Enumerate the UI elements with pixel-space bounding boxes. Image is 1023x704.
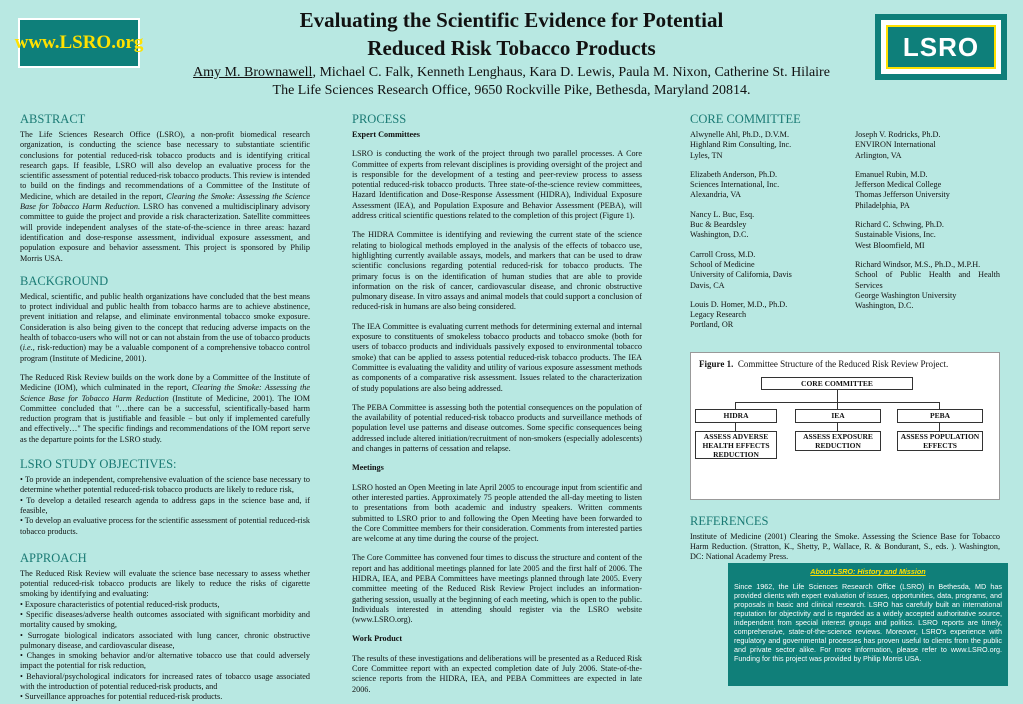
reference-entry: Institute of Medicine (2001) Clearing the Smoke. Assessing the Science Base for Tobacco Harm Reduction. (Stratton, K., Shetty, P., Wallace, R. & Bondurant, S., eds. ). Washington, DC: National Academy Press. — [690, 531, 1000, 562]
committee-member: Louis D. Homer, M.D., Ph.D. Legacy Research Portland, OR — [690, 299, 788, 330]
list-item: • Exposure characteristics of potential reduced-risk products, — [20, 599, 220, 609]
approach-intro: The Reduced Risk Review will evaluate the science base necessary to assess whether potential reduced-risk tobacco products are likely to reduce the risks of cigarette smoking by identifying and evaluating: — [20, 568, 310, 599]
other-authors: , Michael C. Falk, Kenneth Lenghaus, Kara D. Lewis, Paula M. Nixon, Catherine St. Hilaire — [312, 65, 830, 80]
assess-health-effects-box: ASSESS ADVERSE HEALTH EFFECTS REDUCTION — [695, 431, 777, 459]
list-item: • To develop an evaluative process for the scientific assessment of potential reduced-risk tobacco products. — [20, 516, 310, 536]
poster-header — [150, 6, 873, 100]
poster-title-line2: Reduced Risk Tobacco Products — [367, 36, 656, 60]
list-item: • Specific diseases/adverse health outcomes associated with significant morbidity and mortality caused by smoking, — [20, 609, 310, 630]
committee-structure-figure — [690, 352, 1000, 500]
process-paragraph-7: The results of these investigations and deliberations will be presented as a Reduced Risk Core Committee report with an expected completion date of July 2006. State-of-the-science reports from the HIDRA, IEA, and PEBA Committees are expected in late 2006. — [352, 653, 642, 694]
affiliation: The Life Sciences Research Office, 9650 Rockville Pike, Bethesda, Maryland 20814. — [272, 83, 751, 98]
approach-list — [20, 600, 310, 703]
process-paragraph-2: The HIDRA Committee is identifying and reviewing the current state of the science relating to biological methods employed in the analysis of the effects of tobacco use, highlighting currently available assays, models, and markers that can be used to draw scientific conclusions regarding potential reduced-risk for tobacco products. The primary focus is on the identification of human studies that are able to provide information on the risk of cancer, cardiovascular disease, and chronic obstructive pulmonary disease. In vitro assays and animal models that could support a conclusion of reduced-risk in humans are also being considered. — [352, 230, 642, 312]
committee-member: Richard C. Schwing, Ph.D. Sustainable Visions, Inc. West Bloomfield, MI — [855, 220, 944, 250]
expert-committees-subheading: Expert Committees — [352, 130, 420, 139]
list-item: • Changes in smoking behavior and/or alternative tobacco use that could adversely impact the potential for risk reduction, — [20, 651, 310, 671]
connector-line — [735, 402, 736, 409]
process-heading: PROCESS — [352, 112, 407, 126]
process-paragraph-4: The PEBA Committee is assessing both the potential consequences on the population of the availability of potential reduced-risk tobacco products and surveillance methods of population level use patterns and disease outcomes. Some specific consequences being addressed include altered initiation/recruitment of non-smokers (especially adolescents) and changes in patterns of cessation and relapse. — [352, 402, 642, 454]
meetings-subheading: Meetings — [352, 463, 384, 473]
list-item: • To develop a detailed research agenda to address gaps in the science base and, if feasible, — [20, 495, 310, 515]
about-body: Since 1962, the Life Sciences Research Office (LSRO) in Bethesda, MD has provided clients with expert evaluation of issues, opportunities, data, programs, and proposals in basic and clinical research. LSRO has carefully built an international reputation for objectivity and is regarded as a widely accepted authoritative source, independent from special interest groups and politics. LSRO reports are timely, comprehensive, state-of-the-science reviews. Moreover, LSRO's experience with regulatory and governmental processes has proven useful to clients from the public and private sector alike. For more information, please refer to www.LSRO.org. Funding for this project was provided by Philip Morris USA. — [734, 582, 1002, 663]
committee-member: Carroll Cross, M.D. School of Medicine University of California, Davis Davis, CA — [690, 249, 792, 290]
list-item: • Behavioral/psychological indicators for increased rates of tobacco usage associated with the introduction of potential reduced-risk products, and — [20, 671, 310, 692]
committee-left-list — [690, 130, 835, 340]
work-product-subheading: Work Product — [352, 634, 403, 644]
iea-box: IEA — [795, 409, 881, 423]
poster-title-line1: Evaluating the Scientific Evidence for Potential — [299, 8, 724, 32]
objectives-heading: LSRO STUDY OBJECTIVES: — [20, 457, 177, 472]
committee-member: Elizabeth Anderson, Ph.D. Sciences International, Inc. Alexandria, VA — [690, 169, 780, 200]
connector-line — [837, 390, 838, 402]
lsro-web-logo[interactable] — [14, 18, 144, 68]
hidra-box: HIDRA — [695, 409, 777, 423]
connector-line — [939, 402, 940, 409]
abstract-heading: ABSTRACT — [20, 112, 86, 126]
about-lsro-box — [728, 563, 1008, 686]
assess-exposure-box: ASSESS EXPOSURE REDUCTION — [795, 431, 881, 451]
core-committee-heading: CORE COMMITTEE — [690, 112, 801, 126]
about-title: About LSRO: History and Mission — [810, 567, 926, 576]
committee-member: Joseph V. Rodricks, Ph.D. ENVIRON International Arlington, VA — [855, 130, 941, 160]
figure-caption: Figure 1. Committee Structure of the Reduced Risk Review Project. — [699, 358, 949, 369]
process-paragraph-6: The Core Committee has convened four times to discuss the structure and content of the report and has additional meetings planned for late 2005 and the first half of 2006. The HIDRA, IEA, and PEBA Committees have meetings planned through late 2005. Every committee meeting of the Reduced Risk Review Project includes an information-gathering session, usually at the beginning of each meeting, which is open to the public. Individuals interested in attending should register via the LSRO website (www.LSRO.org). — [352, 553, 642, 625]
lsro-web-logo-text: www.LSRO.org — [14, 32, 144, 53]
committee-member: Alwynelle Ahl, Ph.D., D.V.M. Highland Rim Consulting, Inc. Lyles, TN — [690, 130, 792, 160]
connector-line — [837, 402, 838, 409]
background-paragraph-2: The Reduced Risk Review builds on the work done by a Committee of the Institute of Medicine (IOM), which culminated in the report, Clearing the Smoke: Assessing the Science Base for Tobacco Harm Reduction (Institute of Medicine, 2001). The IOM Committee concluded that "…there can be a successful, scientifically-based harm reduction program that is justifiable and feasible − but only if implemented carefully and effectively…" The specific findings and recommendations of the IOM report serve as the departure points for the LSRO study. — [20, 372, 310, 444]
process-paragraph-5: LSRO hosted an Open Meeting in late April 2005 to encourage input from scientific and other interested parties. Approximately 75 people attended the all-day meeting to listen to presentations from both academic and industry speakers. Written comments submitted to LSRO prior to and following the Open Meeting have been forwarded to the Core Committee members for their consideration. Comments from interested parties are welcome at any time during the course of the project. — [352, 482, 642, 544]
assess-population-box: ASSESS POPULATION EFFECTS — [897, 431, 983, 451]
middle-column — [352, 112, 642, 704]
author-list — [150, 64, 873, 82]
list-item: • To provide an independent, comprehensive evaluation of the science base necessary to determine whether potential reduced-risk tobacco products are likely to reduce risk, — [20, 475, 310, 495]
connector-line — [939, 423, 940, 431]
process-paragraph-1: LSRO is conducting the work of the project through two parallel processes. A Core Committee of experts from relevant disciplines is providing oversight of the project and is responsible for the development of a testing and peer-review process to assess potential reduced-risk tobacco products. Three state-of-the-science review committees, Hazard Identification and Dose-Response Assessment (HIDRA), Individual Exposure Assessment (IEA), and Population Exposure and Behavior Assessment (PEBA), will address critical scientific questions related to the completion of this project (Figure 1). — [352, 149, 642, 221]
committee-member: Richard Windsor, M.S., Ph.D., M.P.H. School of Public Health and Health Services George Washington University Washington, D.C. — [855, 259, 1000, 311]
committee-member: Nancy L. Buc, Esq. Buc & Beardsley Washington, D.C. — [690, 209, 755, 240]
committee-right-list — [855, 130, 1000, 340]
process-paragraph-3: The IEA Committee is evaluating current methods for determining external and internal exposure to constituents of smokeless tobacco products and tobacco smoke (both for users of tobacco products and individuals passively exposed to environmental tobacco smoke) that can be applied to assess potential reduced-risk tobacco products. The IEA Committee is evaluating the validity and utility of various exposure assessment methods as components of a comparative risk assessment. Issues related to the characterization of study populations are also being addressed. — [352, 321, 642, 393]
background-heading: BACKGROUND — [20, 273, 109, 288]
connector-line — [735, 423, 736, 431]
peba-box: PEBA — [897, 409, 983, 423]
references-heading: REFERENCES — [690, 513, 769, 528]
abstract-text: The Life Sciences Research Office (LSRO), a non-profit biomedical research organization, is conducting the science base necessary to substantiate scientific conclusions for potential reduced-risk tobacco products and is identifying critical research gaps. If feasible, LSRO will also develop an evaluative process for the scientific assessment of potential reduced-risk tobacco products. This review is intended to build on the findings and recommendations of a Committee of the Institute of Medicine, which are detailed in the report, Clearing the Smoke: Assessing the Science Base for Tobacco Harm Reduction. LSRO has convened a multidisciplinary advisory committee to guide the project and provide a risk characterization. Satellite committees will provide independent analyses of the state-of-the-science in three areas: hazard identification and dose-response assessment, individual exposure assessment, and population exposure and behavior assessment. This project is sponsored by Philip Morris USA. — [20, 130, 311, 263]
core-committee-box: CORE COMMITTEE — [761, 377, 913, 390]
background-paragraph-1: Medical, scientific, and public health organizations have concluded that the best means to protect individual and public health from tobacco harms are to achieve abstinence, prevent initiation and relapse, and eliminate environmental tobacco smoke exposure. Consideration is also being given to the concept that reducing adverse impacts on the health of tobacco-users who will not or can not abstain from the use of tobacco products (i.e., risk-reduction) may be a valuable component of a comprehensive tobacco control program (Institute of Medicine, 2001). — [20, 291, 310, 363]
lsro-logo — [875, 14, 1007, 80]
right-column — [690, 112, 1000, 572]
committee-member: Emanuel Rubin, M.D. Jefferson Medical College Thomas Jefferson University Philadelphia, PA — [855, 169, 950, 210]
approach-heading: APPROACH — [20, 550, 87, 565]
left-column — [20, 112, 310, 703]
connector-line — [837, 423, 838, 431]
presenting-author: Amy M. Brownawell — [193, 65, 313, 80]
list-item: • Surveillance approaches for potential reduced-risk products. — [20, 692, 223, 702]
committee-members — [690, 130, 1000, 340]
objectives-list — [20, 475, 310, 537]
list-item: • Surrogate biological indicators associated with lung cancer, chronic obstructive pulmonary disease, and cardiovascular disease, — [20, 630, 310, 650]
lsro-logo-text: LSRO — [902, 31, 980, 62]
